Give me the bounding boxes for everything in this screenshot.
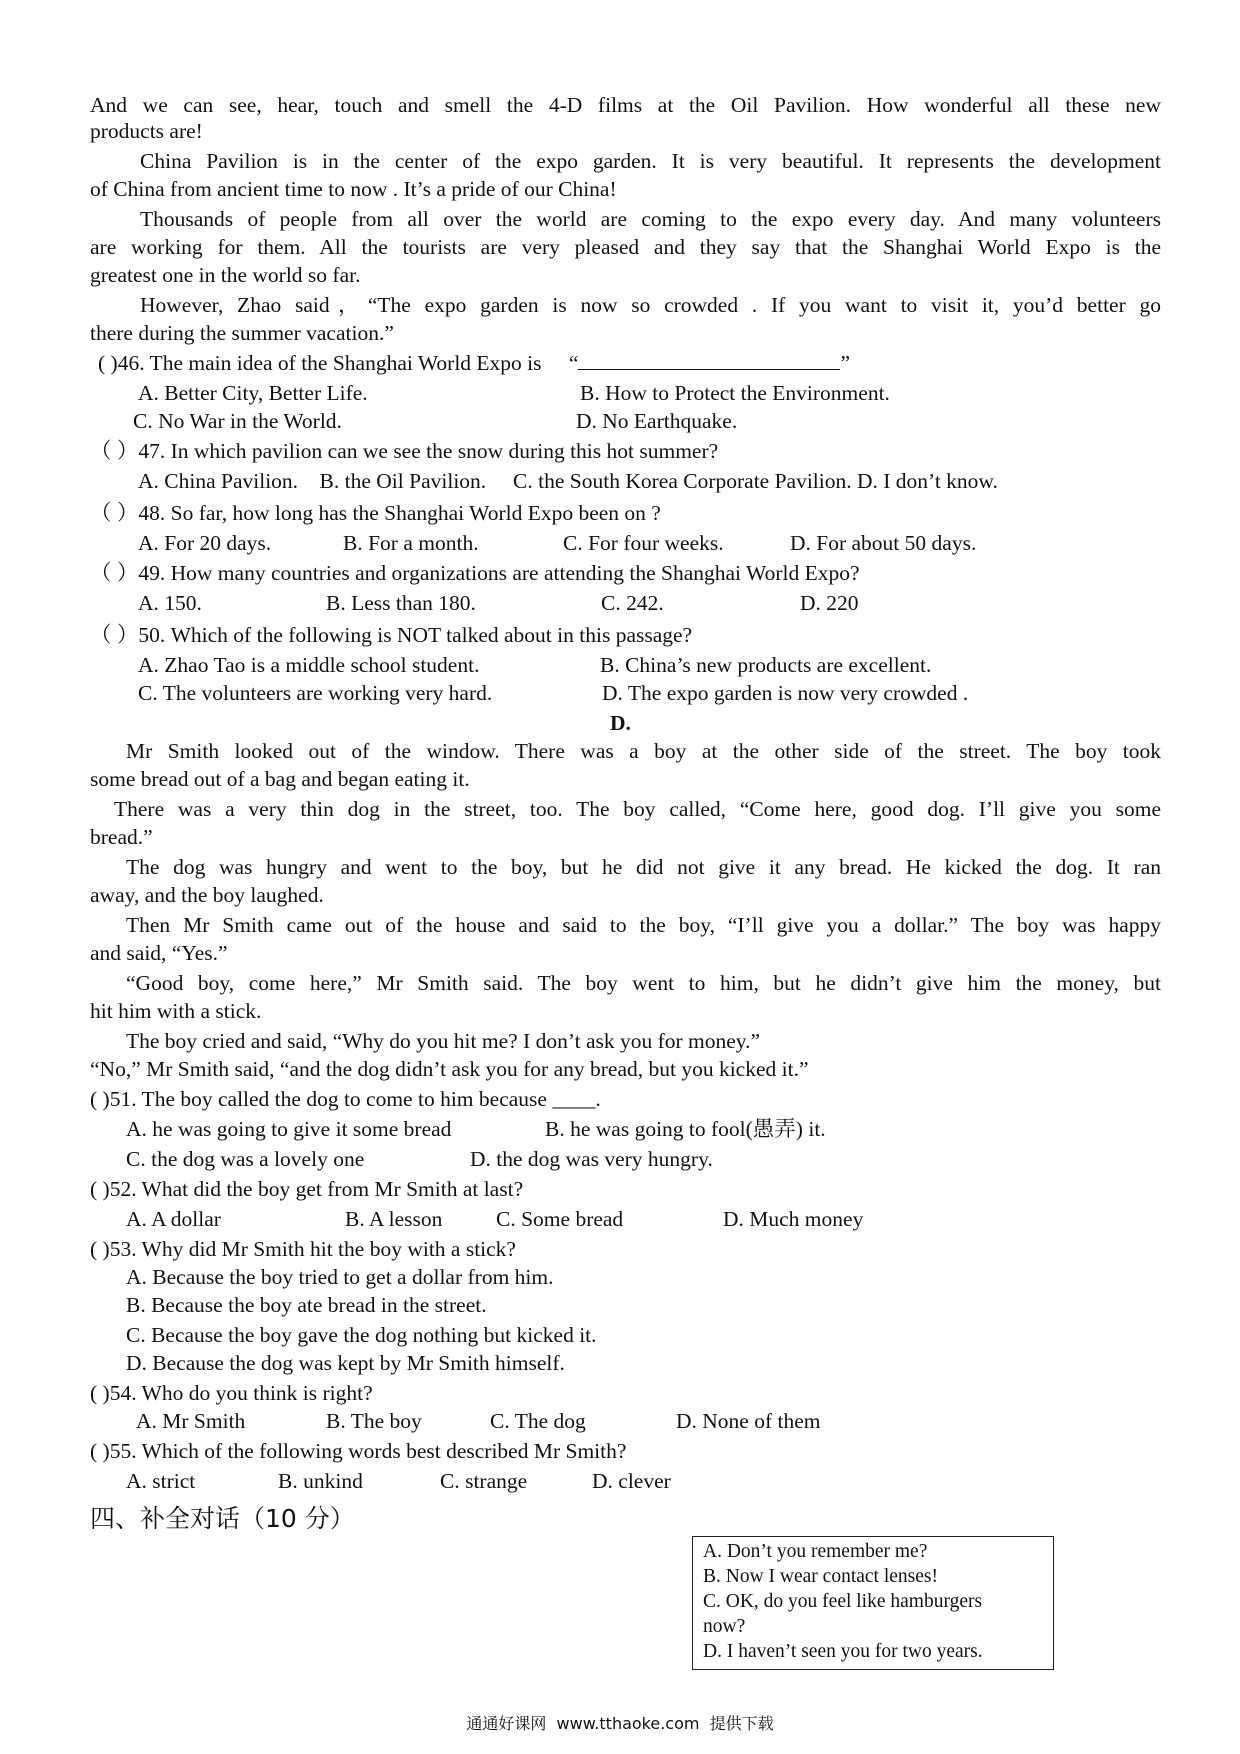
passage-line: some bread out of a bag and began eating it. bbox=[90, 767, 470, 791]
option-b: B. China’s new products are excellent. bbox=[600, 653, 932, 677]
option-b: B. For a month. bbox=[343, 531, 479, 555]
passage-line: of China from ancient time to now . It’s a pride of our China! bbox=[90, 177, 617, 201]
option-c: C. the dog was a lovely one bbox=[126, 1147, 365, 1171]
passage-line: The dog was hungry and went to the boy, but he did not give it any bread. He kicked the dog. It ran bbox=[126, 855, 1161, 879]
option-b: B. Less than 180. bbox=[326, 591, 476, 615]
option-c: C. Some bread bbox=[496, 1207, 624, 1231]
option-d: D. For about 50 days. bbox=[790, 531, 977, 555]
option-a: A. For 20 days. bbox=[138, 531, 272, 555]
option-d: D. No Earthquake. bbox=[576, 409, 738, 433]
dialogue-options-box bbox=[692, 1536, 1054, 1670]
question-50-stem: （ ）50. Which of the following is NOT talked about in this passage? bbox=[90, 623, 693, 647]
option-b: B. he was going to fool(愚弄) it. bbox=[545, 1117, 826, 1141]
option-b: B. Because the boy ate bread in the street. bbox=[126, 1293, 487, 1317]
box-option: A. Don’t you remember me? bbox=[703, 1541, 928, 1562]
passage-line: there during the summer vacation.” bbox=[90, 321, 394, 345]
option-a: A. strict bbox=[126, 1469, 196, 1493]
question-52-stem: ( )52. What did the boy get from Mr Smith at last? bbox=[90, 1177, 524, 1201]
box-option: D. I haven’t seen you for two years. bbox=[703, 1641, 983, 1662]
option-b: B. A lesson bbox=[345, 1207, 443, 1231]
option-a: A. he was going to give it some bread bbox=[126, 1117, 452, 1141]
option-c: C. Because the boy gave the dog nothing but kicked it. bbox=[126, 1323, 597, 1347]
option-d: D. the dog was very hungry. bbox=[470, 1147, 713, 1171]
option-a: A. Because the boy tried to get a dollar from him. bbox=[126, 1265, 554, 1289]
passage-line: Then Mr Smith came out of the house and said to the boy, “I’ll give you a dollar.” The boy was happy bbox=[126, 913, 1161, 937]
passage-line: bread.” bbox=[90, 825, 153, 849]
passage-line: products are! bbox=[90, 119, 203, 143]
option-d: D. Because the dog was kept by Mr Smith himself. bbox=[126, 1351, 565, 1375]
question-48-stem: （ ）48. So far, how long has the Shanghai World Expo been on ? bbox=[90, 501, 661, 525]
option-d: D. None of them bbox=[676, 1409, 821, 1433]
passage-line: hit him with a stick. bbox=[90, 999, 262, 1023]
passage-line: are working for them. All the tourists are very pleased and they say that the Shanghai World Expo is the bbox=[90, 235, 1161, 259]
box-option: B. Now I wear contact lenses! bbox=[703, 1566, 938, 1587]
option-a: A. Zhao Tao is a middle school student. bbox=[138, 653, 480, 677]
section-d-heading: D. bbox=[610, 711, 631, 735]
question-51-stem: ( )51. The boy called the dog to come to him because ____. bbox=[90, 1087, 601, 1111]
box-option: C. OK, do you feel like hamburgers bbox=[703, 1591, 983, 1612]
option-d: D. 220 bbox=[800, 591, 859, 615]
option-d: D. The expo garden is now very crowded . bbox=[602, 681, 969, 705]
question-54-stem: ( )54. Who do you think is right? bbox=[90, 1381, 373, 1405]
option-b: B. unkind bbox=[278, 1469, 363, 1493]
section-4-heading: 四、补全对话（10 分） bbox=[90, 1504, 355, 1533]
passage-line: and said, “Yes.” bbox=[90, 941, 228, 965]
passage-line: Thousands of people from all over the world are coming to the expo every day. And many volunteers bbox=[140, 207, 1161, 231]
question-46-stem bbox=[98, 350, 850, 376]
page-footer: 通通好课网 www.tthaoke.com 提供下载 bbox=[466, 1714, 774, 1733]
option-b: B. How to Protect the Environment. bbox=[580, 381, 890, 405]
passage-line: Mr Smith looked out of the window. There was a boy at the other side of the street. The boy took bbox=[126, 739, 1161, 763]
passage-line: However, Zhao said，“The expo garden is now so crowded . If you want to visit it, you’d better go bbox=[140, 293, 1161, 317]
question-stem: ( )46. The main idea of the Shanghai World Expo is bbox=[98, 351, 542, 375]
option-d: D. clever bbox=[592, 1469, 671, 1493]
passage-line: There was a very thin dog in the street, too. The boy called, “Come here, good dog. I’ll give you some bbox=[114, 797, 1161, 821]
option-a: A. 150. bbox=[138, 591, 202, 615]
option-c: C. The dog bbox=[490, 1409, 586, 1433]
option-d: D. Much money bbox=[723, 1207, 864, 1231]
question-47-options: A. China Pavilion. B. the Oil Pavilion. C. the South Korea Corporate Pavilion. D. I don’t know. bbox=[138, 469, 998, 493]
question-49-stem: （ ）49. How many countries and organizations are attending the Shanghai World Expo? bbox=[90, 561, 860, 585]
passage-line: And we can see, hear, touch and smell the 4-D films at the Oil Pavilion. How wonderful all these new bbox=[90, 93, 1161, 117]
option-c: C. 242. bbox=[601, 591, 664, 615]
question-55-stem: ( )55. Which of the following words best described Mr Smith? bbox=[90, 1439, 627, 1463]
passage-line: China Pavilion is in the center of the expo garden. It is very beautiful. It represents the development bbox=[140, 149, 1161, 173]
open-quote: “ bbox=[568, 351, 579, 375]
option-c: C. The volunteers are working very hard. bbox=[138, 681, 493, 705]
close-quote: ” bbox=[840, 351, 850, 375]
option-a: A. Better City, Better Life. bbox=[138, 381, 368, 405]
box-option: now? bbox=[703, 1616, 746, 1637]
passage-line: away, and the boy laughed. bbox=[90, 883, 324, 907]
question-53-stem: ( )53. Why did Mr Smith hit the boy with a stick? bbox=[90, 1237, 516, 1261]
option-c: C. No War in the World. bbox=[133, 409, 342, 433]
option-c: C. For four weeks. bbox=[563, 531, 724, 555]
passage-line: greatest one in the world so far. bbox=[90, 263, 361, 287]
option-b: B. The boy bbox=[326, 1409, 422, 1433]
passage-line: The boy cried and said, “Why do you hit me? I don’t ask you for money.” bbox=[126, 1029, 761, 1053]
option-a: A. A dollar bbox=[126, 1207, 221, 1231]
passage-line: “No,” Mr Smith said, “and the dog didn’t ask you for any bread, but you kicked it.” bbox=[90, 1057, 809, 1081]
option-a: A. Mr Smith bbox=[136, 1409, 246, 1433]
question-47-stem: （ ）47. In which pavilion can we see the snow during this hot summer? bbox=[90, 439, 719, 463]
answer-blank[interactable] bbox=[578, 351, 840, 370]
option-c: C. strange bbox=[440, 1469, 528, 1493]
passage-line: “Good boy, come here,” Mr Smith said. The boy went to him, but he didn’t give him the money, but bbox=[126, 971, 1161, 995]
